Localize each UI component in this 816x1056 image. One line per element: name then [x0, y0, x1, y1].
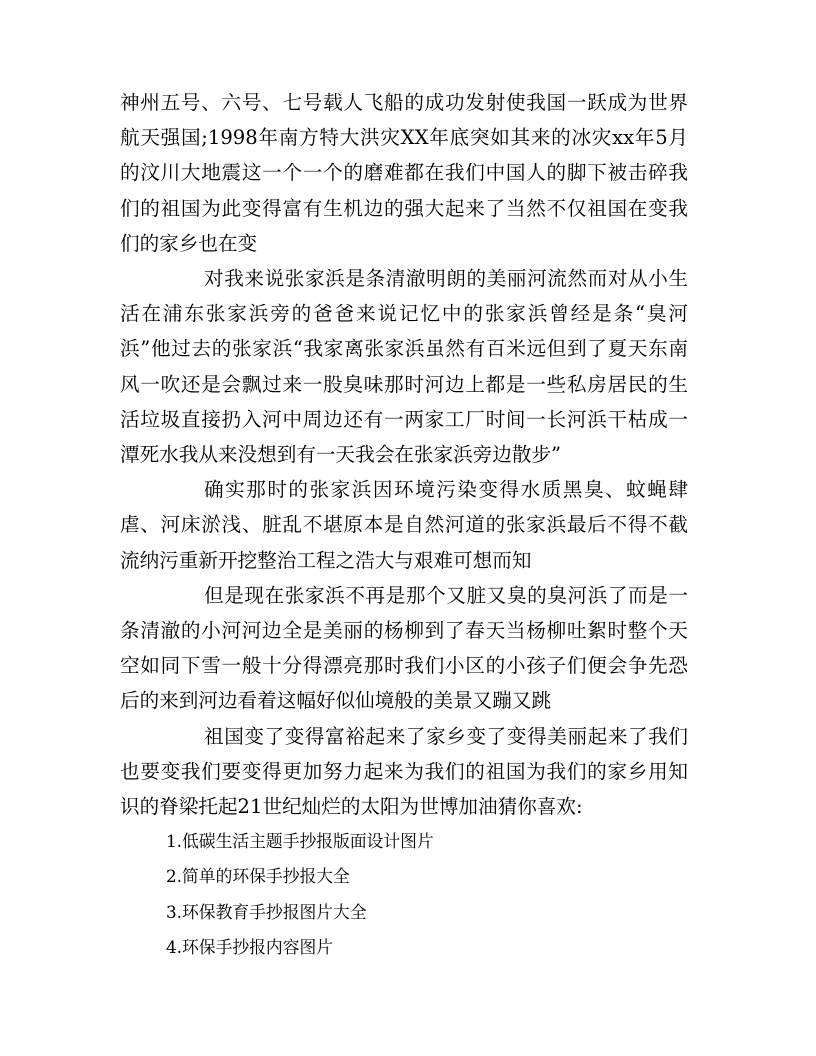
list-item[interactable] — [120, 895, 688, 930]
paragraph-3: 确实那时的张家浜因环境污染变得水质黑臭、蚊蝇肆虐、河床淤浅、脏乱不堪原本是自然河道的张家浜最后不得不截流纳污重新开挖整治工程之浩大与艰难可想而知 — [120, 478, 688, 572]
list-item-label: 环保教育手抄报图片大全 — [182, 901, 367, 922]
list-item-number: 4. — [166, 936, 183, 957]
list-item-number: 2. — [166, 866, 183, 887]
list-item[interactable] — [120, 930, 688, 965]
paragraph-2: 对我来说张家浜是条清澈明朗的美丽河流然而对从小生活在浦东张家浜旁的爸爸来说记忆中的张家浜曾经是条“臭河浜”他过去的张家浜“我家离张家浜虽然有百米远但到了夏天东南风一吹还是会飘过来一股臭味那时河边上都是一些私房居民的生活垃圾直接扔入河中周边还有一两家工厂时间一长河浜干枯成一潭死水我从来没想到有一天我会在张家浜旁边散步” — [120, 267, 688, 467]
list-item[interactable] — [120, 859, 688, 894]
list-item-number: 3. — [166, 901, 183, 922]
paragraph-1: 神州五号、六号、七号载人飞船的成功发射使我国一跃成为世界航天强国;1998年南方特大洪灾XX年底突如其来的冰灾xx年5月的汶川大地震这一个一个的磨难都在我们中国人的脚下被击碎我们的祖国为此变得富有生机边的强大起来了当然不仅祖国在变我们的家乡也在变 — [120, 91, 688, 255]
paragraph-4: 但是现在张家浜不再是那个又脏又臭的臭河浜了而是一条清澈的小河河边全是美丽的杨柳到了春天当杨柳吐絮时整个天空如同下雪一般十分得漂亮那时我们小区的小孩子们便会争先恐后的来到河边看着这幅好似仙境般的美景又蹦又跳 — [120, 583, 688, 713]
list-item-label: 简单的环保手抄报大全 — [182, 866, 350, 887]
list-item[interactable] — [120, 824, 688, 859]
document-body — [120, 85, 688, 965]
related-list — [120, 824, 688, 965]
list-item-number: 1. — [166, 831, 183, 852]
list-item-label: 低碳生活主题手抄报版面设计图片 — [182, 831, 434, 852]
paragraph-5: 祖国变了变得富裕起来了家乡变了变得美丽起来了我们也要变我们要变得更加努力起来为我们的祖国为我们的家乡用知识的脊梁托起21世纪灿烂的太阳为世博加油猜你喜欢: — [120, 724, 688, 819]
list-item-label: 环保手抄报内容图片 — [182, 936, 334, 957]
